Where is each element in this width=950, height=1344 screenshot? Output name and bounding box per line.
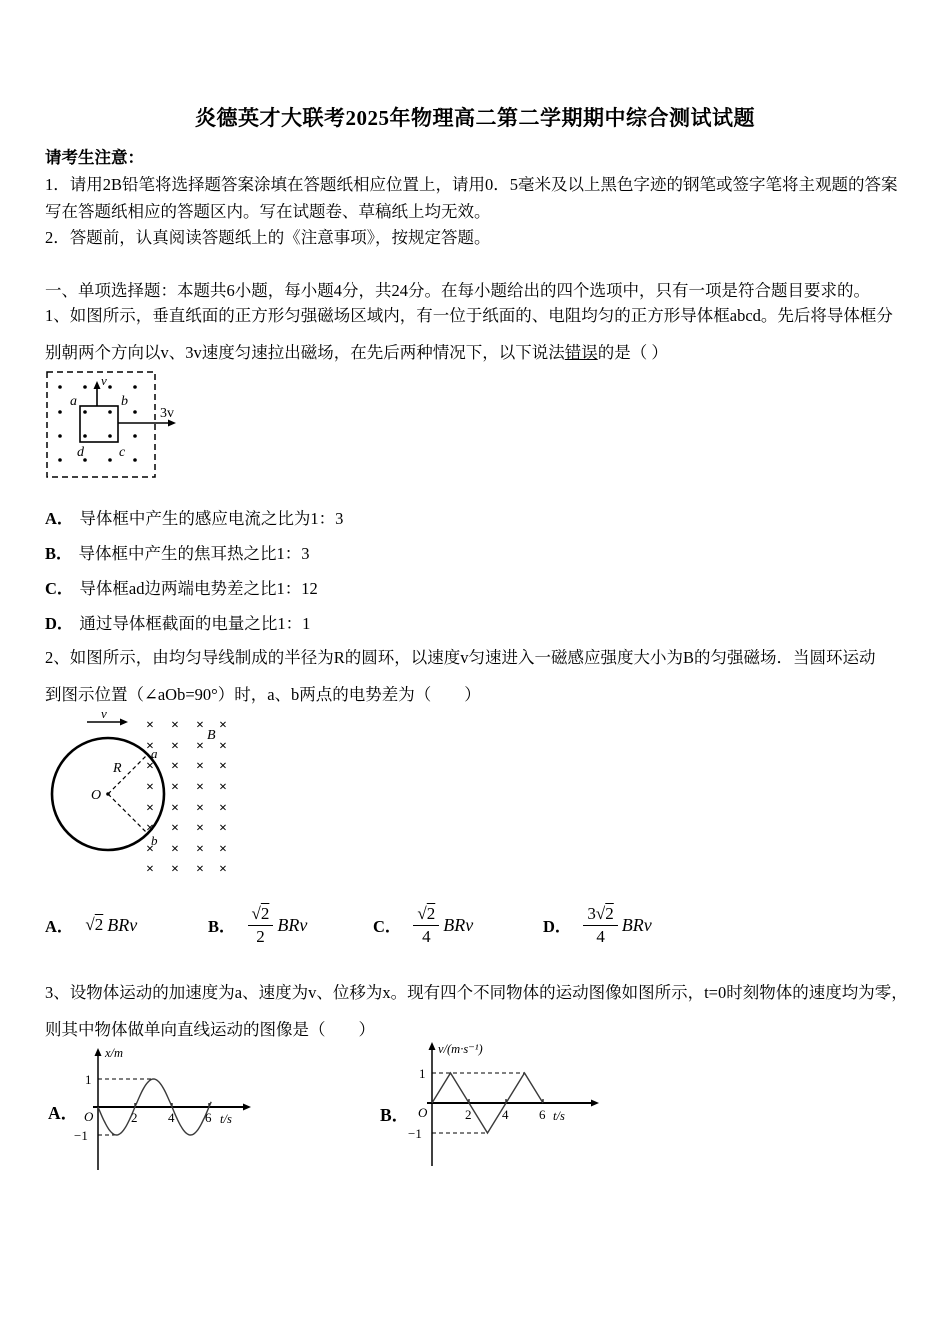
q3-stem-line2: 则其中物体做单向直线运动的图像是（ ） [45, 1020, 375, 1039]
q3-graph-b-velocity-time [395, 1038, 615, 1172]
q1-option-a: A． 导体框中产生的感应电流之比为1：3 [45, 509, 344, 528]
q1-option-c: C． 导体框ad边两端电势差之比1：12 [45, 579, 318, 598]
cross-into-page-symbol: × [171, 759, 179, 774]
q3-graph-b-xtick-4: 4 [502, 1107, 509, 1122]
q3-graph-a-xtick-6: 6 [205, 1110, 212, 1125]
q3-graph-a-origin: O [84, 1109, 94, 1124]
q3-stem-line1: 3、设物体运动的加速度为a、速度为v、位移为x。现有四个不同物体的运动图像如图所示，t=0时刻物体的速度均为零， [45, 983, 908, 1002]
q1-velocity-3v-label: 3v [160, 406, 174, 421]
center-point [106, 792, 110, 796]
cross-into-page-symbol: × [219, 801, 227, 816]
arrowhead [243, 1104, 251, 1111]
cross-into-page-symbol: × [146, 801, 154, 816]
cross-into-page-symbol: × [219, 739, 227, 754]
q3-graph-b-ylabel: v/(m·s⁻¹) [438, 1042, 483, 1056]
dot-out-of-page-symbol [108, 458, 112, 462]
cross-into-page-symbol: × [146, 739, 154, 754]
q3-graph-a-label: A． [48, 1103, 79, 1123]
dot-out-of-page-symbol [108, 385, 112, 389]
q3-graph-a-xtick-2: 2 [131, 1110, 138, 1125]
q3-graph-a-xlabel: t/s [220, 1112, 232, 1126]
q1-stem-line1: 1、如图所示，垂直纸面的正方形匀强磁场区域内，有一位于纸面的、电阻均匀的正方形导体框abcd。先后将导体框分 [45, 306, 893, 325]
cross-into-page-symbol: × [146, 780, 154, 795]
cross-into-page-symbol: × [196, 759, 204, 774]
cross-into-page-symbol: × [171, 739, 179, 754]
cross-into-page-symbol: × [171, 842, 179, 857]
q3-graph-a-geometry [93, 1048, 251, 1170]
cross-into-page-symbol: × [196, 862, 204, 877]
notice-heading: 请考生注意： [45, 148, 144, 167]
q3-graph-b-ytick-neg1: −1 [408, 1126, 422, 1141]
cross-into-page-symbol: × [219, 842, 227, 857]
page-title: 炎德英才大联考2025年物理高二第二学期期中综合测试试题 [195, 106, 755, 130]
q2-option-d: D． $\frac{3√2}{4}$ BRv [543, 903, 652, 946]
q1-stem-line2: 别朝两个方向以v、3v速度匀速拉出磁场，在先后两种情况下，以下说法错误的是（ ） [45, 343, 668, 362]
q1-corner-d-label: d [77, 445, 84, 460]
dot-out-of-page-symbol [58, 410, 62, 414]
arrowhead [591, 1100, 599, 1107]
arrowhead [429, 1042, 436, 1050]
cross-into-page-symbol: × [171, 801, 179, 816]
dot-out-of-page-symbol [133, 458, 137, 462]
q2-velocity-label: v [101, 706, 107, 721]
q1-figure-magnetic-field-square [45, 367, 185, 485]
q3-graph-a-ylabel: x/m [105, 1046, 124, 1060]
q2-figure-geometry [52, 718, 227, 877]
cross-into-page-symbol: × [146, 759, 154, 774]
q1-velocity-v-label: v [101, 373, 107, 388]
cross-into-page-symbol: × [146, 842, 154, 857]
cross-into-page-symbol: × [171, 718, 179, 733]
cross-into-page-symbol: × [219, 780, 227, 795]
q3-graph-b-ytick-pos1: 1 [419, 1066, 426, 1081]
arrowhead [94, 381, 101, 389]
dot-out-of-page-symbol [83, 410, 87, 414]
q1-corner-a-label: a [70, 394, 77, 409]
cross-into-page-symbol: × [196, 739, 204, 754]
q2-point-b-label: b [151, 833, 158, 848]
cross-into-page-symbol: × [146, 821, 154, 836]
cross-into-page-symbol: × [196, 718, 204, 733]
q3-graph-b-xtick-6: 6 [539, 1107, 546, 1122]
cross-into-page-symbol: × [219, 759, 227, 774]
dot-out-of-page-symbol [58, 385, 62, 389]
q1-corner-b-label: b [121, 394, 128, 409]
arrowhead [120, 719, 128, 726]
cross-into-page-symbol: × [196, 780, 204, 795]
cross-into-page-symbol: × [146, 718, 154, 733]
radius-to-b-dashed [108, 794, 147, 833]
q3-graph-a-xtick-4: 4 [168, 1110, 175, 1125]
q2-field-B-label: B [207, 728, 216, 743]
q3-graph-a-position-time [65, 1042, 265, 1174]
dot-out-of-page-symbol [108, 410, 112, 414]
q2-point-a-label: a [151, 746, 158, 761]
dot-out-of-page-symbol [108, 434, 112, 438]
q3-graph-b-xtick-2: 2 [465, 1107, 472, 1122]
cross-into-page-symbol: × [219, 718, 227, 733]
q2-center-O-label: O [91, 788, 102, 803]
dot-out-of-page-symbol [133, 385, 137, 389]
dot-out-of-page-symbol [58, 458, 62, 462]
cross-into-page-symbol: × [171, 780, 179, 795]
cross-into-page-symbol: × [196, 801, 204, 816]
q3-graph-b-label: B． [380, 1105, 410, 1125]
cross-into-page-symbol: × [171, 821, 179, 836]
q1-emphasis: 错误 [564, 343, 598, 362]
q2-option-a: A． √2 BRv [45, 914, 138, 936]
cross-into-page-symbol: × [171, 862, 179, 877]
cross-into-page-symbol: × [219, 821, 227, 836]
notice-item-1: 1．请用2B铅笔将选择题答案涂填在答题纸相应位置上，请用0．5毫米及以上黑色字迹的钢笔或签字笔将主观题的答案写在答题纸相应的答题区内。写在试题卷、草稿纸上均无效。 [45, 175, 898, 221]
q2-option-b: B． $\frac{√2}{2}$ BRv [208, 903, 308, 946]
q1-option-d: D． 通过导体框截面的电量之比1：1 [45, 614, 311, 633]
dot-out-of-page-symbol [133, 410, 137, 414]
q2-stem-line1: 2、如图所示，由均匀导线制成的半径为R的圆环，以速度v匀速进入一磁感应强度大小为B的匀强磁场．当圆环运动 [45, 648, 876, 667]
dot-out-of-page-symbol [83, 385, 87, 389]
q3-graph-b-geometry [427, 1042, 599, 1166]
q3-graph-b-xlabel: t/s [553, 1109, 565, 1123]
q2-stem-line2: 到图示位置（∠aOb=90°）时，a、b两点的电势差为（ ） [45, 685, 481, 704]
q2-option-c: C． $\frac{√2}{4}$ BRv [373, 903, 474, 946]
cross-into-page-symbol: × [196, 821, 204, 836]
q3-graph-a-ytick-pos1: 1 [85, 1072, 92, 1087]
q1-corner-c-label: c [119, 445, 126, 460]
q1-option-b: B． 导体框中产生的焦耳热之比1：3 [45, 544, 310, 563]
q3-graph-a-ytick-neg1: −1 [74, 1128, 88, 1143]
q1-figure-geometry [47, 372, 176, 477]
q2-radius-R-label: R [113, 761, 122, 776]
arrowhead [95, 1048, 102, 1056]
dot-out-of-page-symbol [58, 434, 62, 438]
q3-graph-b-origin: O [418, 1105, 428, 1120]
cross-into-page-symbol: × [196, 842, 204, 857]
cross-into-page-symbol: × [219, 862, 227, 877]
q2-figure-ring-entering-field [45, 706, 260, 884]
dot-out-of-page-symbol [83, 434, 87, 438]
dot-out-of-page-symbol [133, 434, 137, 438]
cross-into-page-symbol: × [146, 862, 154, 877]
section-1-heading: 一、单项选择题：本题共6小题，每小题4分，共24分。在每小题给出的四个选项中，只有一项是符合题目要求的。 [45, 281, 870, 300]
notice-item-2: 2．答题前，认真阅读答题纸上的《注意事项》，按规定答题。 [45, 228, 491, 247]
